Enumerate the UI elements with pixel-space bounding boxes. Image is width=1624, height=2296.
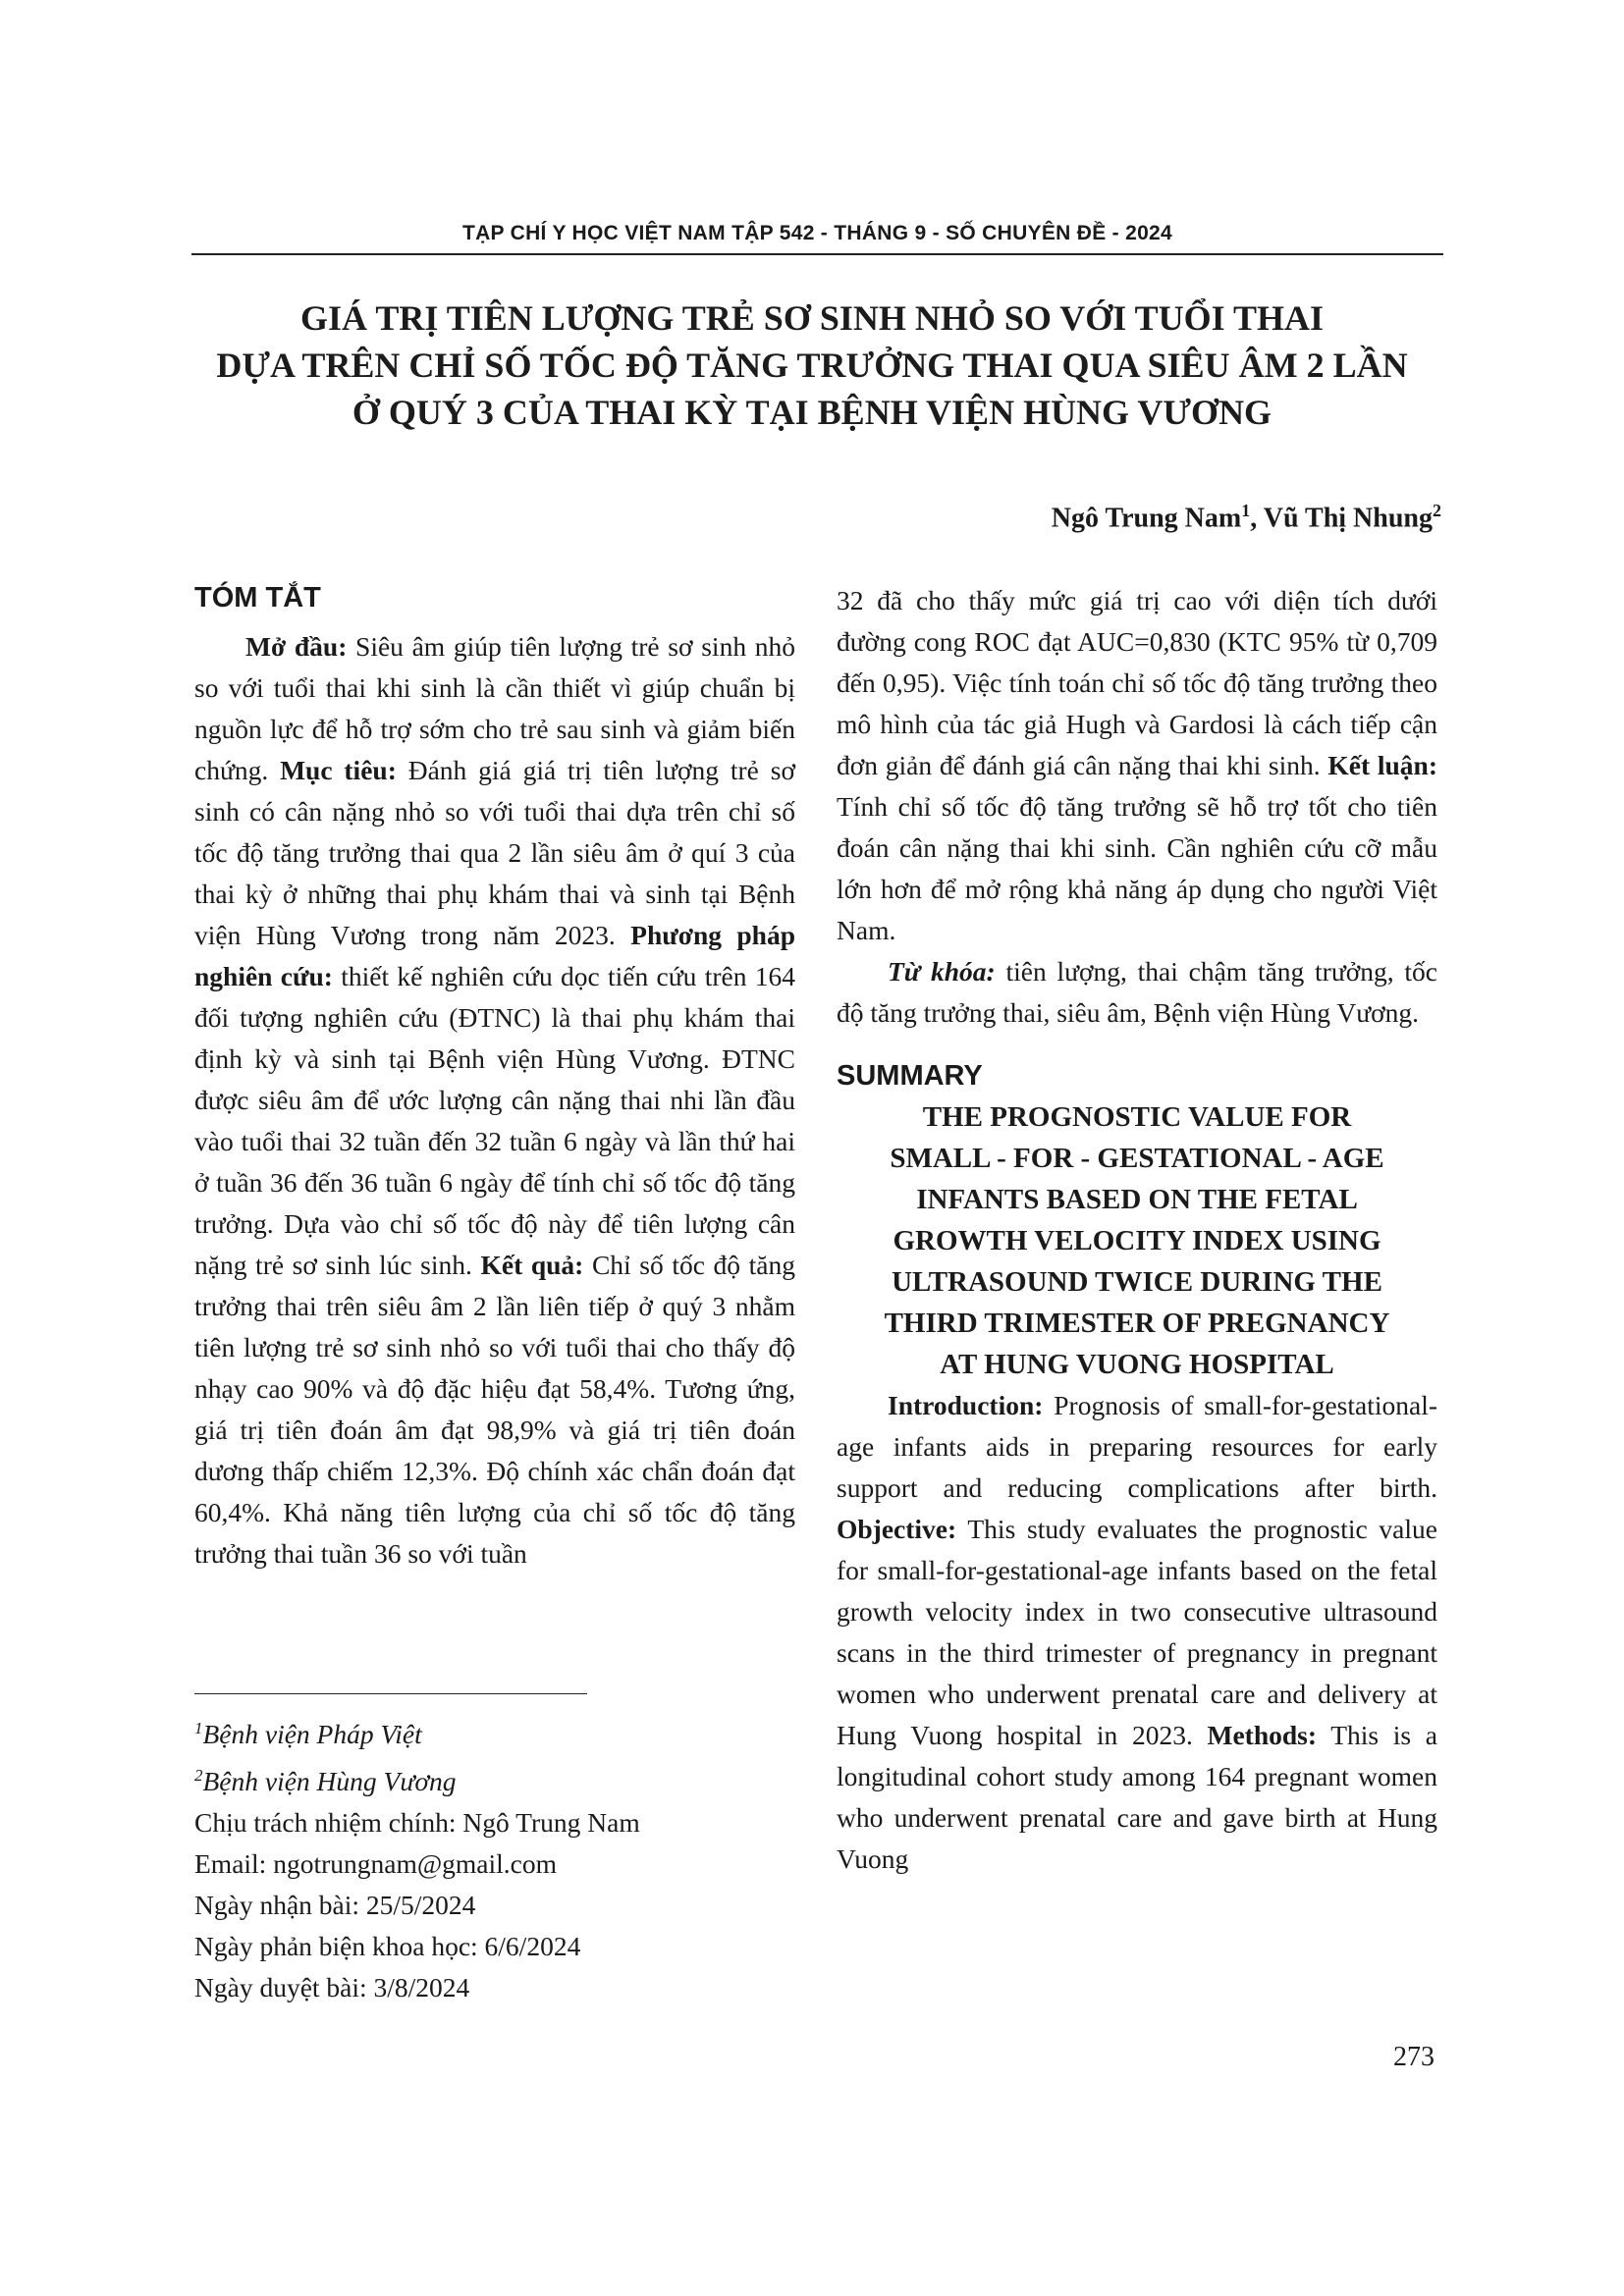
right-column	[837, 580, 1437, 1880]
footnote-email: Email: ngotrungnam@gmail.com	[194, 1848, 558, 1880]
english-title-line: ULTRASOUND TWICE DURING THE	[892, 1266, 1382, 1298]
abstract-paragraph	[194, 626, 795, 1575]
summary-paragraph	[837, 1385, 1437, 1880]
abstract-heading: TÓM TẮT	[194, 582, 321, 614]
header-rule	[191, 253, 1443, 255]
abstract-text: Chỉ số tốc độ tăng trưởng thai trên siêu âm 2 lần liên tiếp ở quý 3 nhằm tiên lượng trẻ sơ sinh nhỏ so với tuổi thai cho thấy độ nhạy cao 90% và độ đặc hiệu đạt 58,4%. Tương ứng, giá trị tiên đoán âm đạt 98,9% và giá trị tiên đoán dương thấp chiếm 12,3%. Độ chính xác chẩn đoán đạt 60,4%. Khả năng tiên lượng của chỉ số tốc độ tăng trưởng thai tuần 36 so với tuần	[194, 1250, 795, 1569]
author-affiliation-mark: 1	[1241, 501, 1251, 520]
affiliation-name: Bệnh viện Pháp Việt	[202, 1719, 422, 1750]
footnote-mark: 2	[194, 1766, 203, 1786]
author-line	[1052, 501, 1441, 534]
footnote-reviewed-date: Ngày phản biện khoa học: 6/6/2024	[194, 1931, 581, 1962]
label-objective-en: Objective:	[837, 1514, 957, 1544]
label-results: Kết quả:	[480, 1250, 584, 1280]
summary-text: Prognosis of small-for-gestational-age infants aids in preparing resources for early support and reducing complications after birth.	[837, 1390, 1437, 1503]
keywords-label: Từ khóa:	[888, 956, 996, 987]
footnote-rule	[194, 1693, 587, 1694]
summary-text: This study evaluates the prognostic value for small-for-gestational-age infants based on the fetal growth velocity index in two consecutive ultrasound scans in the third trimester of pregnancy in pregnant women who underwent prenatal care and delivery at Hung Vuong hospital in 2023.	[837, 1514, 1437, 1750]
abstract-text: Tính chỉ số tốc độ tăng trưởng sẽ hỗ trợ tốt cho tiên đoán cân nặng thai khi sinh. Cần nghiên cứu cỡ mẫu lớn hơn để mở rộng khả năng áp dụng cho người Việt Nam.	[837, 791, 1437, 945]
english-title	[837, 1096, 1437, 1385]
affiliation-name: Bệnh viện Hùng Vương	[202, 1766, 457, 1797]
abstract-text: Siêu âm giúp tiên lượng trẻ sơ sinh nhỏ so với tuổi thai khi sinh là cần thiết vì giúp chuẩn bị nguồn lực để hỗ trợ sớm cho trẻ sau sinh và giảm biến chứng.	[194, 631, 795, 785]
english-title-line: THIRD TRIMESTER OF PREGNANCY	[884, 1308, 1390, 1339]
english-title-line: SMALL - FOR - GESTATIONAL - AGE	[890, 1143, 1384, 1174]
abstract-paragraph-continued	[837, 580, 1437, 951]
title-line: Ở QUÝ 3 CỦA THAI KỲ TẠI BỆNH VIỆN HÙNG VƯƠNG	[352, 393, 1272, 432]
footnote-responsible-author: Chịu trách nhiệm chính: Ngô Trung Nam	[194, 1807, 640, 1839]
summary-text: This is a longitudinal cohort study among 164 pregnant women who underwent prenatal care and gave birth at Hung Vuong	[837, 1720, 1437, 1874]
footnote-affiliation-1	[194, 1708, 640, 1755]
label-introduction-en: Introduction:	[888, 1390, 1044, 1420]
english-title-line: INFANTS BASED ON THE FETAL	[916, 1184, 1358, 1215]
author-separator: ,	[1250, 503, 1264, 534]
label-conclusion: Kết luận:	[1327, 750, 1438, 780]
article-title	[147, 294, 1477, 436]
abstract-text: thiết kế nghiên cứu dọc tiến cứu trên 164 đối tượng nghiên cứu (ĐTNC) là thai phụ khám thai định kỳ và sinh tại Bệnh viện Hùng Vương. ĐTNC được siêu âm để ước lượng cân nặng thai nhi lần đầu vào tuổi thai 32 tuần đến 32 tuần 6 ngày và lần thứ hai ở tuần 36 đến 36 tuần 6 ngày để tính chỉ số tốc độ tăng trưởng. Dựa vào chỉ số tốc độ này để tiên lượng cân nặng trẻ sơ sinh lúc sinh.	[194, 961, 795, 1280]
label-methods: Phương pháp nghiên cứu:	[194, 920, 795, 991]
author-affiliation-mark: 2	[1433, 501, 1441, 520]
keywords-paragraph	[837, 951, 1437, 1034]
label-introduction: Mở đầu:	[245, 631, 348, 662]
label-objective: Mục tiêu:	[280, 755, 397, 785]
footnotes	[194, 1708, 640, 2008]
english-title-line: GROWTH VELOCITY INDEX USING	[893, 1225, 1381, 1256]
title-line: GIÁ TRỊ TIÊN LƯỢNG TRẺ SƠ SINH NHỎ SO VỚI TUỔI THAI	[300, 298, 1324, 338]
abstract-text: Đánh giá giá trị tiên lượng trẻ sơ sinh có cân nặng nhỏ so với tuổi thai dựa trên chỉ số tốc độ tăng trưởng thai qua 2 lần siêu âm ở quí 3 của thai kỳ ở những thai phụ khám thai và sinh tại Bệnh viện Hùng Vương trong năm 2023.	[194, 755, 795, 950]
title-line: DỰA TRÊN CHỈ SỐ TỐC ĐỘ TĂNG TRƯỞNG THAI QUA SIÊU ÂM 2 LẦN	[216, 346, 1408, 385]
english-title-line: AT HUNG VUONG HOSPITAL	[940, 1349, 1334, 1380]
summary-heading: SUMMARY	[837, 1060, 983, 1092]
author-name: Vũ Thị Nhung	[1263, 503, 1433, 534]
footnote-mark: 1	[194, 1719, 203, 1737]
abstract-text: 32 đã cho thấy mức giá trị cao với diện tích dưới đường cong ROC đạt AUC=0,830 (KTC 95% từ 0,709 đến 0,95). Việc tính toán chỉ số tốc độ tăng trưởng theo mô hình của tác giả Hugh và Gardosi là cách tiếp cận đơn giản để đánh giá cân nặng thai khi sinh.	[837, 585, 1437, 780]
footnote-affiliation-2	[194, 1755, 640, 1802]
page-number: 273	[1393, 2042, 1435, 2072]
journal-running-header: TẠP CHÍ Y HỌC VIỆT NAM TẬP 542 - THÁNG 9 - SỐ CHUYÊN ĐỀ - 2024	[461, 222, 1173, 244]
keywords-text: tiên lượng, thai chậm tăng trưởng, tốc độ tăng trưởng thai, siêu âm, Bệnh viện Hùng Vương.	[837, 956, 1437, 1028]
label-methods-en: Methods:	[1207, 1720, 1318, 1750]
left-column	[194, 577, 795, 1575]
footnote-accepted-date: Ngày duyệt bài: 3/8/2024	[194, 1972, 470, 2003]
footnote-received-date: Ngày nhận bài: 25/5/2024	[194, 1890, 476, 1921]
author-name: Ngô Trung Nam	[1051, 503, 1242, 534]
english-title-line: THE PROGNOSTIC VALUE FOR	[922, 1101, 1352, 1133]
